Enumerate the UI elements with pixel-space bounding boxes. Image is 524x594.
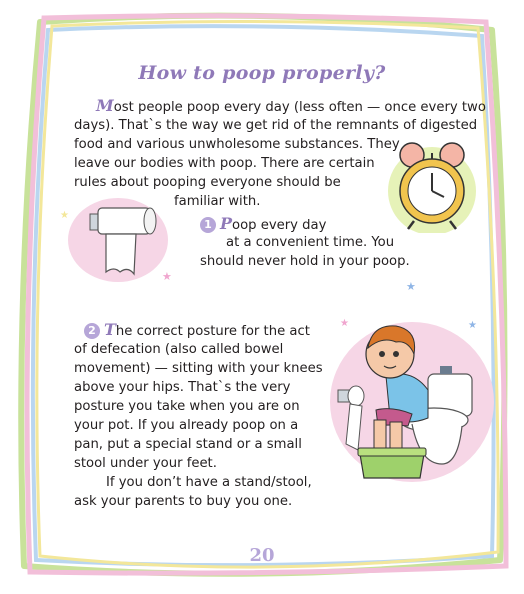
rule2-line-7: pan, put a special stand or a small: [74, 437, 302, 452]
rule1-number-badge: 1: [200, 217, 216, 233]
star-icon: ★: [340, 318, 349, 329]
intro-line-3: food and various unwholesome substances. They: [74, 137, 400, 152]
rule2-line-10: ask your parents to buy you one.: [74, 494, 293, 509]
page-title: How to poop properly?: [138, 62, 386, 84]
intro-line-4: leave our bodies with poop. There are certain: [74, 156, 375, 171]
intro-line-5: rules about pooping everyone should be: [74, 175, 341, 190]
rule2-line-1-text: he correct posture for the act: [115, 324, 310, 339]
rule1-line-1-text: oop every day: [232, 218, 327, 233]
rule1-dropcap: P: [220, 214, 233, 233]
rule2-line-8: stool under your feet.: [74, 456, 217, 471]
rule2-line-2: of defecation (also called bowel: [74, 342, 284, 357]
page-number: 20: [249, 545, 275, 566]
rule2-dropcap: T: [104, 320, 116, 339]
star-icon: ★: [468, 320, 477, 331]
toilet-paper-icon: [62, 194, 178, 286]
intro-line-6: familiar with.: [174, 194, 261, 209]
rule1-line-2: at a convenient time. You: [226, 235, 395, 250]
rule2-number-badge: 2: [84, 323, 100, 339]
rule2-line-6: your pot. If you already poop on a: [74, 418, 299, 433]
star-icon: ★: [162, 270, 172, 283]
rule2-line-4: above your hips. That`s the very: [74, 380, 291, 395]
rule2-line-5: posture you take when you are on: [74, 399, 300, 414]
star-icon: ★: [60, 210, 69, 221]
intro-dropcap: M: [96, 96, 114, 115]
rule2-line-3: movement) — sitting with your knees: [74, 361, 323, 376]
rule2-line-1: [84, 320, 310, 341]
alarm-clock-icon: [382, 135, 482, 233]
intro-line-1: [96, 96, 486, 117]
child-on-toilet-illustration: [316, 314, 496, 490]
rule2-line-9: If you don’t have a stand/stool,: [106, 475, 312, 490]
intro-line-1-text: ost people poop every day (less often — once every two: [113, 100, 486, 115]
star-icon: ★: [406, 280, 416, 293]
rule1-line-3: should never hold in your poop.: [200, 254, 410, 269]
rule1-line-1: [200, 214, 326, 235]
intro-line-2: days). That`s the way we get rid of the remnants of digested: [74, 118, 478, 133]
